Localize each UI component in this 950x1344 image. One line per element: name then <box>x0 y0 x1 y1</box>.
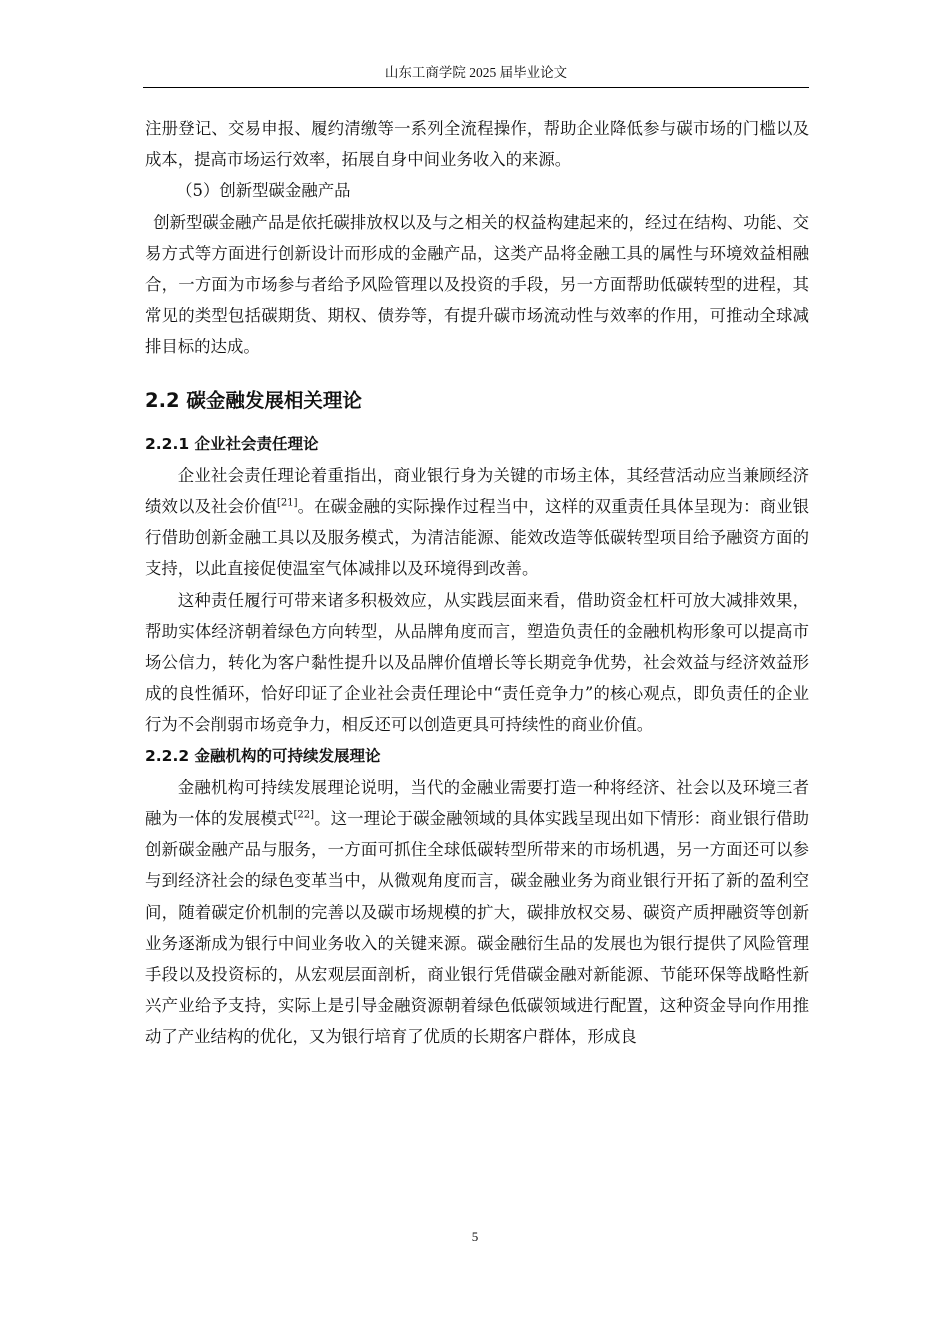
page-number: 5 <box>471 1229 479 1244</box>
running-header: 山东工商学院 2025 届毕业论文 <box>384 65 568 80</box>
paragraph: 这种责任履行可带来诸多积极效应，从实践层面来看，借助资金杠杆可放大减排效果，帮助实体经济朝着绿色方向转型，从品牌角度而言，塑造负责任的金融机构形象可以提高市场公信力，转化为客户黏性提升以及品牌价值增长等长期竞争优势，社会效益与经济效益形成的良性循环，恰好印证了企业社会责任理论中“责任竞争力”的核心观点，即负责任的企业行为不会削弱市场竞争力，相反还可以创造更具可持续性的商业价值。 <box>145 590 809 735</box>
paragraph-text: 企业社会责任理论着重指出，商业银行身为关键的市场主体，其经营活动应当兼顾经济绩效以及社会价值 <box>145 465 809 517</box>
header-rule <box>143 87 809 88</box>
paragraph-text: 金融机构可持续发展理论说明，当代的金融业需要打造一种将经济、社会以及环境三者融为一体的发展模式 <box>145 777 809 829</box>
paragraph <box>145 460 809 585</box>
citation-marker: [21] <box>277 497 298 509</box>
list-item-heading: （5）创新型碳金融产品 <box>176 181 351 201</box>
paragraph-text: 。这一理论于碳金融领域的具体实践呈现出如下情形：商业银行借助创新碳金融产品与服务，一方面可抓住全球低碳转型所带来的市场机遇，另一方面还可以参与到经济社会的绿色变革当中，从微观角度而言，碳金融业务为商业银行开拓了新的盈利空间，随着碳定价机制的完善以及碳市场规模的扩大，碳排放权交易、碳资产质押融资等创新业务逐渐成为银行中间业务收入的关键来源。碳金融衍生品的发展也为银行提供了风险管理手段以及投资标的，从宏观层面剖析，商业银行凭借碳金融对新能源、节能环保等战略性新兴产业给予支持，实际上是引导金融资源朝着绿色低碳领域进行配置，这种资金导向作用推动了产业结构的优化，又为银行培育了优质的长期客户群体，形成良 <box>145 809 810 1047</box>
section-heading: 2.2 碳金融发展相关理论 <box>145 388 362 412</box>
paragraph-text: 。在碳金融的实际操作过程当中，这样的双重责任具体呈现为：商业银行借助创新金融工具以及服务模式，为清洁能源、能效改造等低碳转型项目给予融资方面的支持，以此直接促使温室气体减排以及环境得到改善。 <box>145 497 810 579</box>
citation-marker: [22] <box>293 809 315 821</box>
paragraph-continuation: 注册登记、交易申报、履约清缴等一系列全流程操作，帮助企业降低参与碳市场的门槛以及成本，提高市场运行效率，拓展自身中间业务收入的来源。 <box>145 119 809 170</box>
paragraph <box>145 772 809 1053</box>
paragraph: 创新型碳金融产品是依托碳排放权以及与之相关的权益构建起来的，经过在结构、功能、交易方式等方面进行创新设计而形成的金融产品，这类产品将金融工具的属性与环境效益相融合，一方面为市场参与者给予风险管理以及投资的手段，另一方面帮助低碳转型的进程，其常见的类型包括碳期货、期权、债券等，有提升碳市场流动性与效率的作用，可推动全球减排目标的达成。 <box>145 212 809 357</box>
subsection-heading: 2.2.1 企业社会责任理论 <box>145 434 319 453</box>
page-body <box>145 113 809 1053</box>
subsection-heading: 2.2.2 金融机构的可持续发展理论 <box>145 746 381 765</box>
